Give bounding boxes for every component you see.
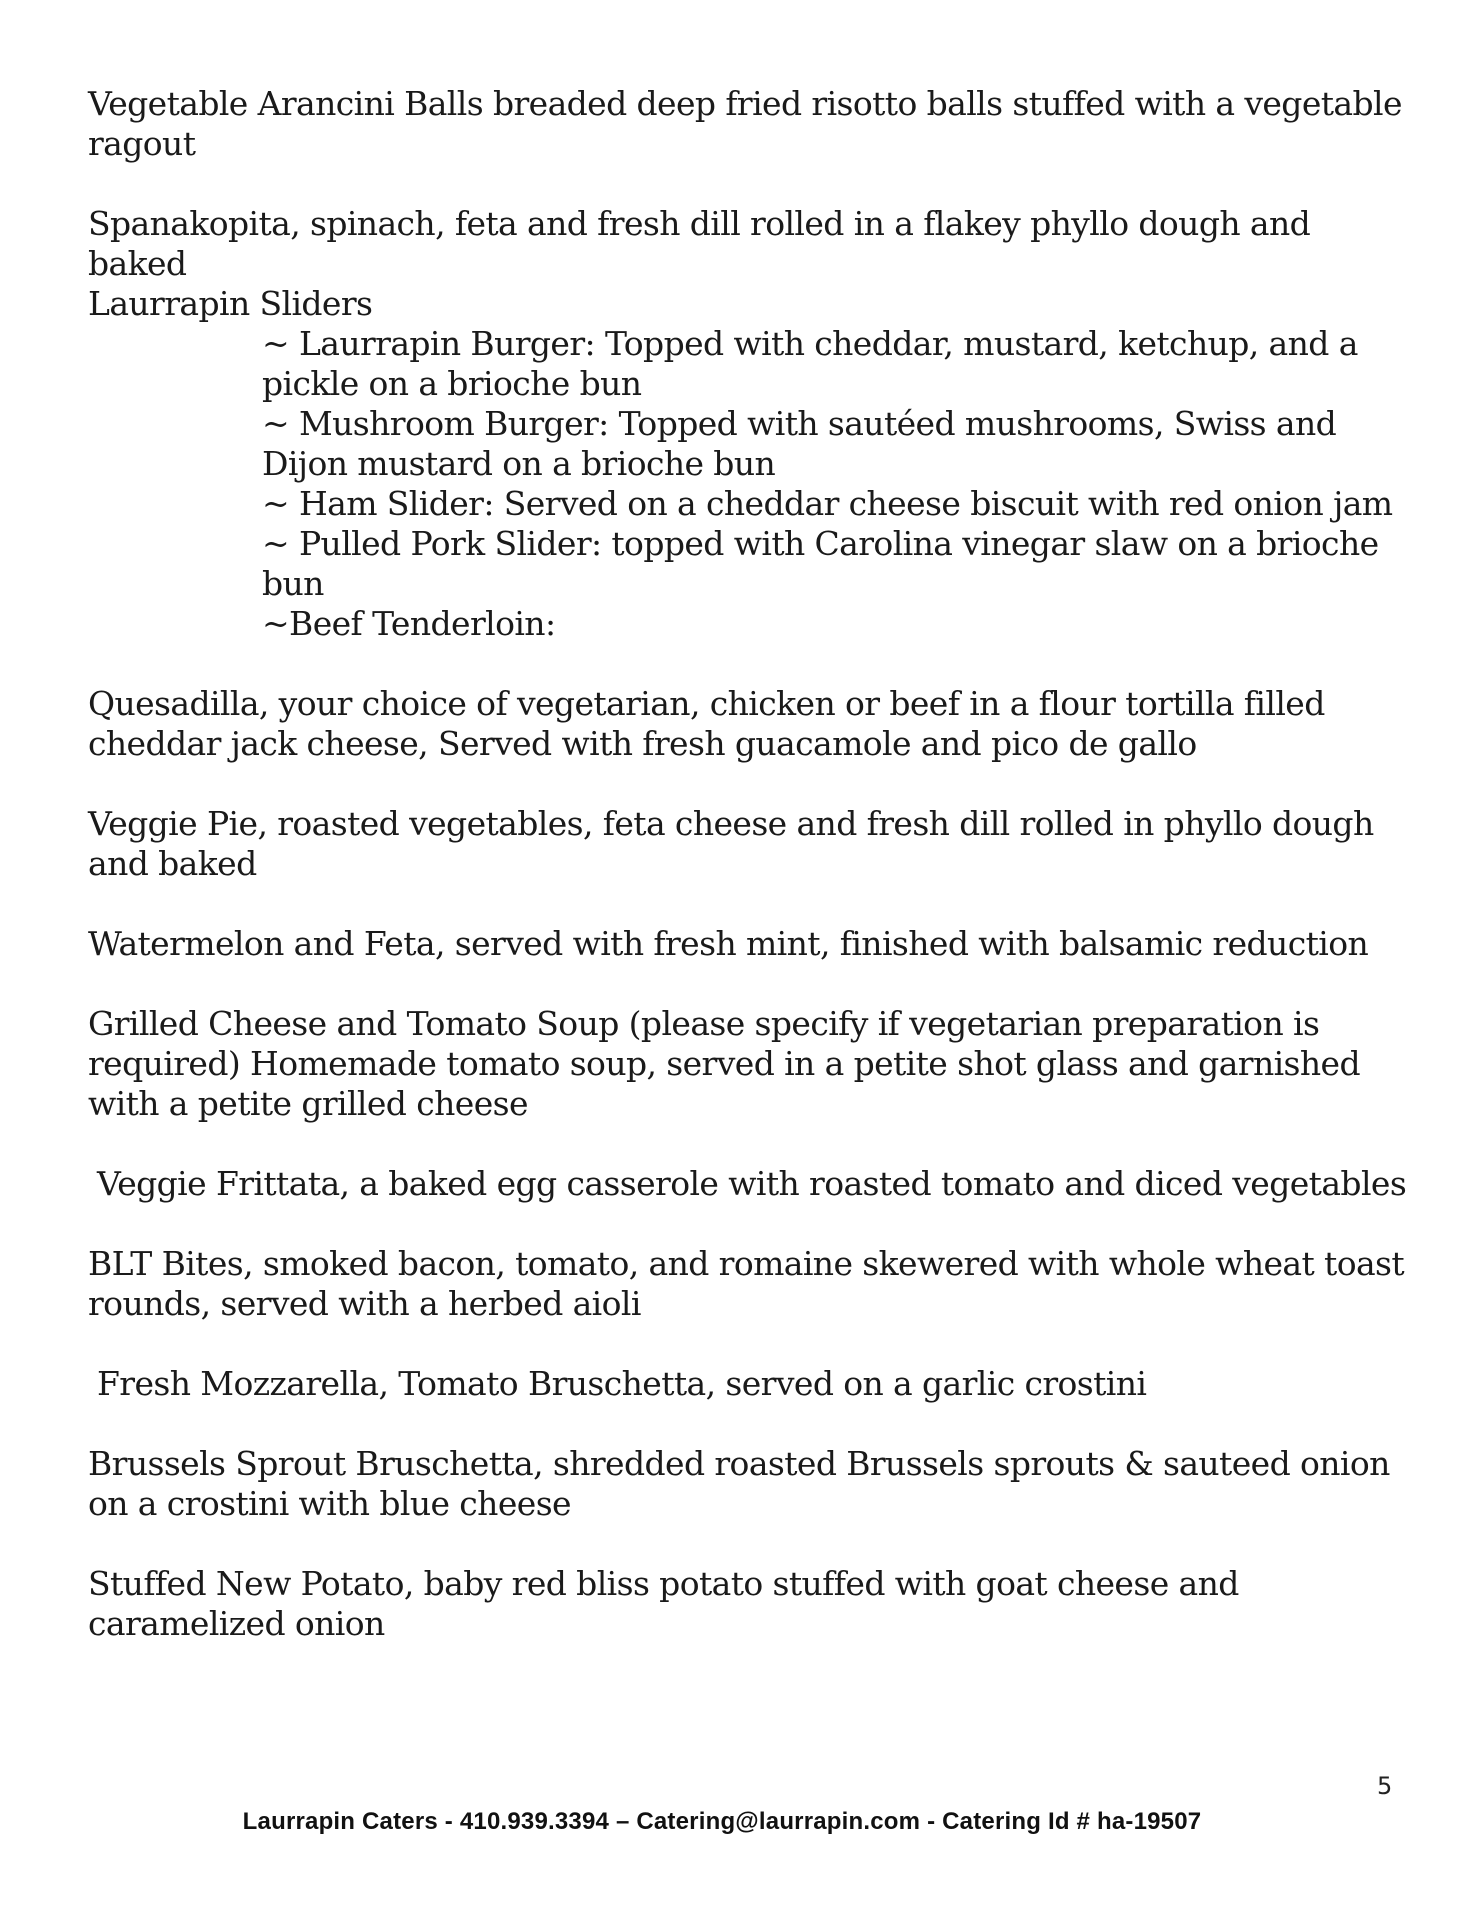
slider-pulled-pork: ~ Pulled Pork Slider: topped with Carolina vinegar slaw on a brioche bun [262,524,1379,603]
menu-item-watermelon-feta: Watermelon and Feta, served with fresh mint, finished with balsamic reduction [88,924,1369,963]
menu-item-spanakopita: Spanakopita, spinach, feta and fresh dill rolled in a flakey phyllo dough and baked [88,204,1311,283]
menu-item-sliders-heading: Laurrapin Sliders [88,284,373,323]
menu-item-grilled-cheese-soup: Grilled Cheese and Tomato Soup (please specify if vegetarian preparation is required) Homemade tomato soup, served in a petite shot glass and garnished with a petite grilled cheese [88,1004,1361,1123]
slider-mushroom-burger: ~ Mushroom Burger: Topped with sautéed mushrooms, Swiss and Dijon mustard on a brioche bun [262,404,1337,483]
slider-laurrapin-burger: ~ Laurrapin Burger: Topped with cheddar, mustard, ketchup, and a pickle on a brioche bun [262,324,1358,403]
sliders-list [88,324,1418,644]
menu-item-arancini: Vegetable Arancini Balls breaded deep fried risotto balls stuffed with a vegetable ragout [88,84,1402,163]
menu-item-brussels-bruschetta: Brussels Sprout Bruschetta, shredded roasted Brussels sprouts & sauteed onion on a crostini with blue cheese [88,1444,1390,1523]
menu-item-mozzarella-bruschetta: Fresh Mozzarella, Tomato Bruschetta, served on a garlic crostini [97,1364,1147,1403]
slider-beef-tenderloin: ~Beef Tenderloin: [262,604,556,643]
menu-item-veggie-pie: Veggie Pie, roasted vegetables, feta cheese and fresh dill rolled in phyllo dough and baked [88,804,1374,883]
page-number: 5 [1377,1772,1393,1800]
slider-ham: ~ Ham Slider: Served on a cheddar cheese biscuit with red onion jam [262,484,1393,523]
menu-item-quesadilla: Quesadilla, your choice of vegetarian, chicken or beef in a flour tortilla filled cheddar jack cheese, Served with fresh guacamole and pico de gallo [88,684,1325,763]
menu-page [88,84,1418,1684]
footer-contact: Laurrapin Caters - 410.939.3394 – Catering@laurrapin.com - Catering Id # ha-19507 [242,1808,1202,1835]
menu-item-stuffed-potato: Stuffed New Potato, baby red bliss potato stuffed with goat cheese and caramelized onion [88,1564,1239,1643]
menu-item-blt-bites: BLT Bites, smoked bacon, tomato, and romaine skewered with whole wheat toast rounds, served with a herbed aioli [88,1244,1405,1323]
menu-item-veggie-frittata: Veggie Frittata, a baked egg casserole with roasted tomato and diced vegetables [97,1164,1407,1203]
